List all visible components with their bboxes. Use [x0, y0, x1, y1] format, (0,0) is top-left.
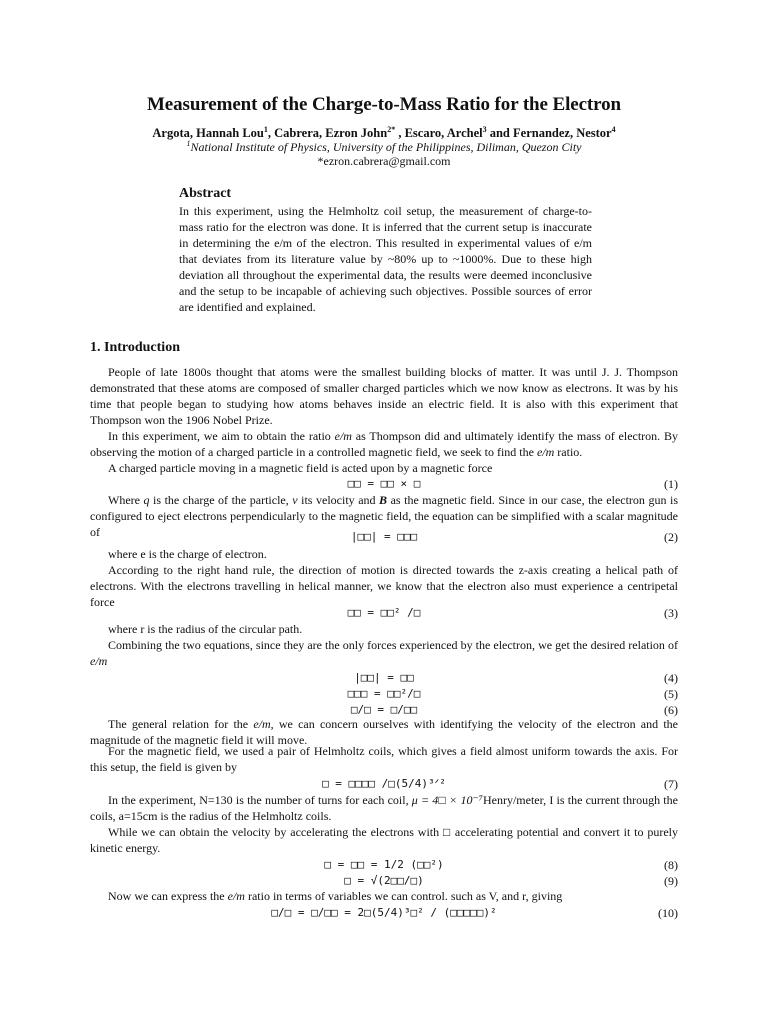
text-run: as the magnetic field. Since in our case, the electron gun is configured to eject electrons perpendicularly to the magnetic field, the equation can be simplified with a scalar magnitude of	[90, 493, 678, 539]
text-run-italic: e/m	[253, 717, 271, 731]
author-sup: 3	[482, 124, 487, 134]
paper-title: Measurement of the Charge-to-Mass Ratio for the Electron	[146, 94, 622, 115]
author-sup: 2*	[387, 124, 396, 134]
intro-paragraph-6: According to the right hand rule, the direction of motion is directed towards the z-axis creating a helical path of electrons. With the electrons travelling in helical manner, we know that the electron also must experience a centripetal force	[90, 563, 678, 609]
equation-number: (8)	[664, 858, 678, 872]
text-run-italic: μ = 4□ × 10⁻⁷	[411, 793, 483, 807]
equation-10	[90, 905, 678, 921]
abstract-heading: Abstract	[179, 186, 232, 201]
author-list: Argota, Hannah Lou$^1$, Cabrera, Ezron John$^{2*}$ , Escaro, Archel$^3$ and Fernandez, Nestor$^4$	[152, 124, 616, 140]
equation-4	[90, 670, 678, 686]
intro-paragraph-2	[90, 428, 678, 460]
equation-body: |□□| = □□	[354, 671, 414, 684]
intro-paragraph-3: A charged particle moving in a magnetic field is acted upon by a magnetic force	[108, 461, 493, 475]
text-run: The general relation for the	[108, 717, 254, 731]
author-sup: 4	[611, 124, 616, 134]
text-run: ratio.	[554, 445, 583, 459]
equation-body: □□ = □□² /□	[347, 606, 421, 619]
text-run-italic: e/m	[334, 429, 352, 443]
equation-number: (2)	[664, 530, 678, 544]
equation-number: (1)	[664, 477, 678, 491]
equation-7	[90, 776, 678, 792]
text-run-italic: v	[292, 493, 298, 507]
equation-number: (9)	[664, 874, 678, 888]
text-run: is the charge of the particle,	[149, 493, 293, 507]
text-run-italic: e/m	[227, 889, 245, 903]
text-run-italic: B	[379, 493, 388, 507]
intro-paragraph-5: where e is the charge of electron.	[108, 547, 267, 561]
affiliation-text: National Institute of Physics, University of the Philippines, Diliman, Quezon City	[190, 140, 582, 154]
equation-body: □/□ = □/□□	[350, 703, 418, 716]
intro-paragraph-12: While we can obtain the velocity by accelerating the electrons with □ accelerating potential and convert it to purely kinetic energy.	[90, 825, 678, 855]
intro-paragraph-8	[90, 637, 678, 669]
author-sup: 1	[263, 124, 268, 134]
text-run-italic: q	[143, 493, 150, 507]
equation-body: □ = □□□□ /□(5/4)³ᐟ²	[322, 777, 446, 790]
intro-paragraph-11	[90, 792, 678, 824]
equation-number: (5)	[664, 687, 678, 701]
affiliation	[0, 140, 768, 155]
equation-number: (3)	[664, 606, 678, 620]
equation-number: (10)	[658, 906, 678, 920]
author-name: Cabrera, Ezron John	[274, 126, 388, 140]
intro-paragraph-1: People of late 1800s thought that atoms were the smallest building blocks of matter. It was until J. J. Thompson demonstrated that these atoms are composed of smaller charged particles which we now know as electrons. It was by his time that people began to studying how atoms behaves inside an electric field. It is also with this experiment that Thompson won the 1906 Nobel Prize.	[90, 365, 678, 427]
text-run-italic: e/m	[536, 445, 555, 459]
equation-body: □/□ = □/□□ = 2□(5/4)³□² / (□□□□□)²	[271, 906, 497, 919]
equation-body: □□□ = □□²/□	[347, 687, 421, 700]
section-heading-introduction: 1. Introduction	[90, 340, 180, 355]
text-run: ratio in terms of variables we can control. such as V, and r, giving	[244, 889, 563, 903]
equation-body: □ = □□ = 1/2 (□□²)	[324, 858, 444, 871]
equation-5	[90, 686, 678, 702]
intro-paragraph-13	[90, 888, 678, 904]
author-name: Escaro, Archel	[404, 126, 483, 140]
equation-8	[90, 857, 678, 873]
text-run: Combining the two equations, since they are the only forces experienced by the electron, we get the desired relation of	[108, 638, 678, 652]
equation-2	[90, 529, 678, 545]
author-name: Fernandez, Nestor	[513, 126, 612, 140]
affiliation-sup: 1	[186, 139, 191, 148]
equation-1	[90, 476, 678, 492]
equation-body: |□□| = □□□	[350, 530, 418, 543]
equation-9	[90, 873, 678, 889]
text-run: as Thompson did and ultimately identify the mass of electron. By observing the motion of a charged particle in a controlled magnetic field, we seek to find the	[90, 429, 678, 459]
abstract-text: In this experiment, using the Helmholtz coil setup, the measurement of charge-to-mass ratio for the electron was done. It is inferred that the current setup is inaccurate in determining the e/m of the electron. This resulted in experimental values of e/m that deviates from its literature value by ~80% up to ~1000%. Due to these high deviation all throughout the experimental data, the results were deemed inconclusive and the setup to be incapable of achieving such objectives. Possible sources of error are identified and explained.	[179, 204, 592, 314]
text-run: Henry/meter, I is the current through the coils, a=15cm is the radius of the Helmholtz coils.	[90, 793, 678, 823]
text-run: In the experiment, N=130 is the number of turns for each coil,	[108, 793, 412, 807]
author-name: Argota, Hannah Lou	[152, 126, 264, 140]
text-run: its velocity and	[297, 493, 380, 507]
text-run: , we can concern ourselves with identifying the velocity of the electron and the magnitude of the magnetic field it will move.	[90, 717, 678, 747]
intro-paragraph-7: where r is the radius of the circular path.	[108, 622, 303, 636]
equation-number: (7)	[664, 777, 678, 791]
equation-number: (4)	[664, 671, 678, 685]
text-run: Now we can express the	[108, 889, 228, 903]
equation-number: (6)	[664, 703, 678, 717]
equation-3	[90, 605, 678, 621]
equation-body: □ = √(2□□/□)	[344, 874, 424, 887]
equation-body: □□ = □□ × □	[347, 477, 421, 490]
text-run: Where	[108, 493, 144, 507]
text-run: In this experiment, we aim to obtain the ratio	[108, 429, 335, 443]
text-run-italic: e/m	[90, 654, 108, 668]
contact-email: *ezron.cabrera@gmail.com	[317, 154, 451, 168]
intro-paragraph-10: For the magnetic field, we used a pair of Helmholtz coils, which gives a field almost uniform towards the axis. For this setup, the field is given by	[90, 744, 678, 774]
